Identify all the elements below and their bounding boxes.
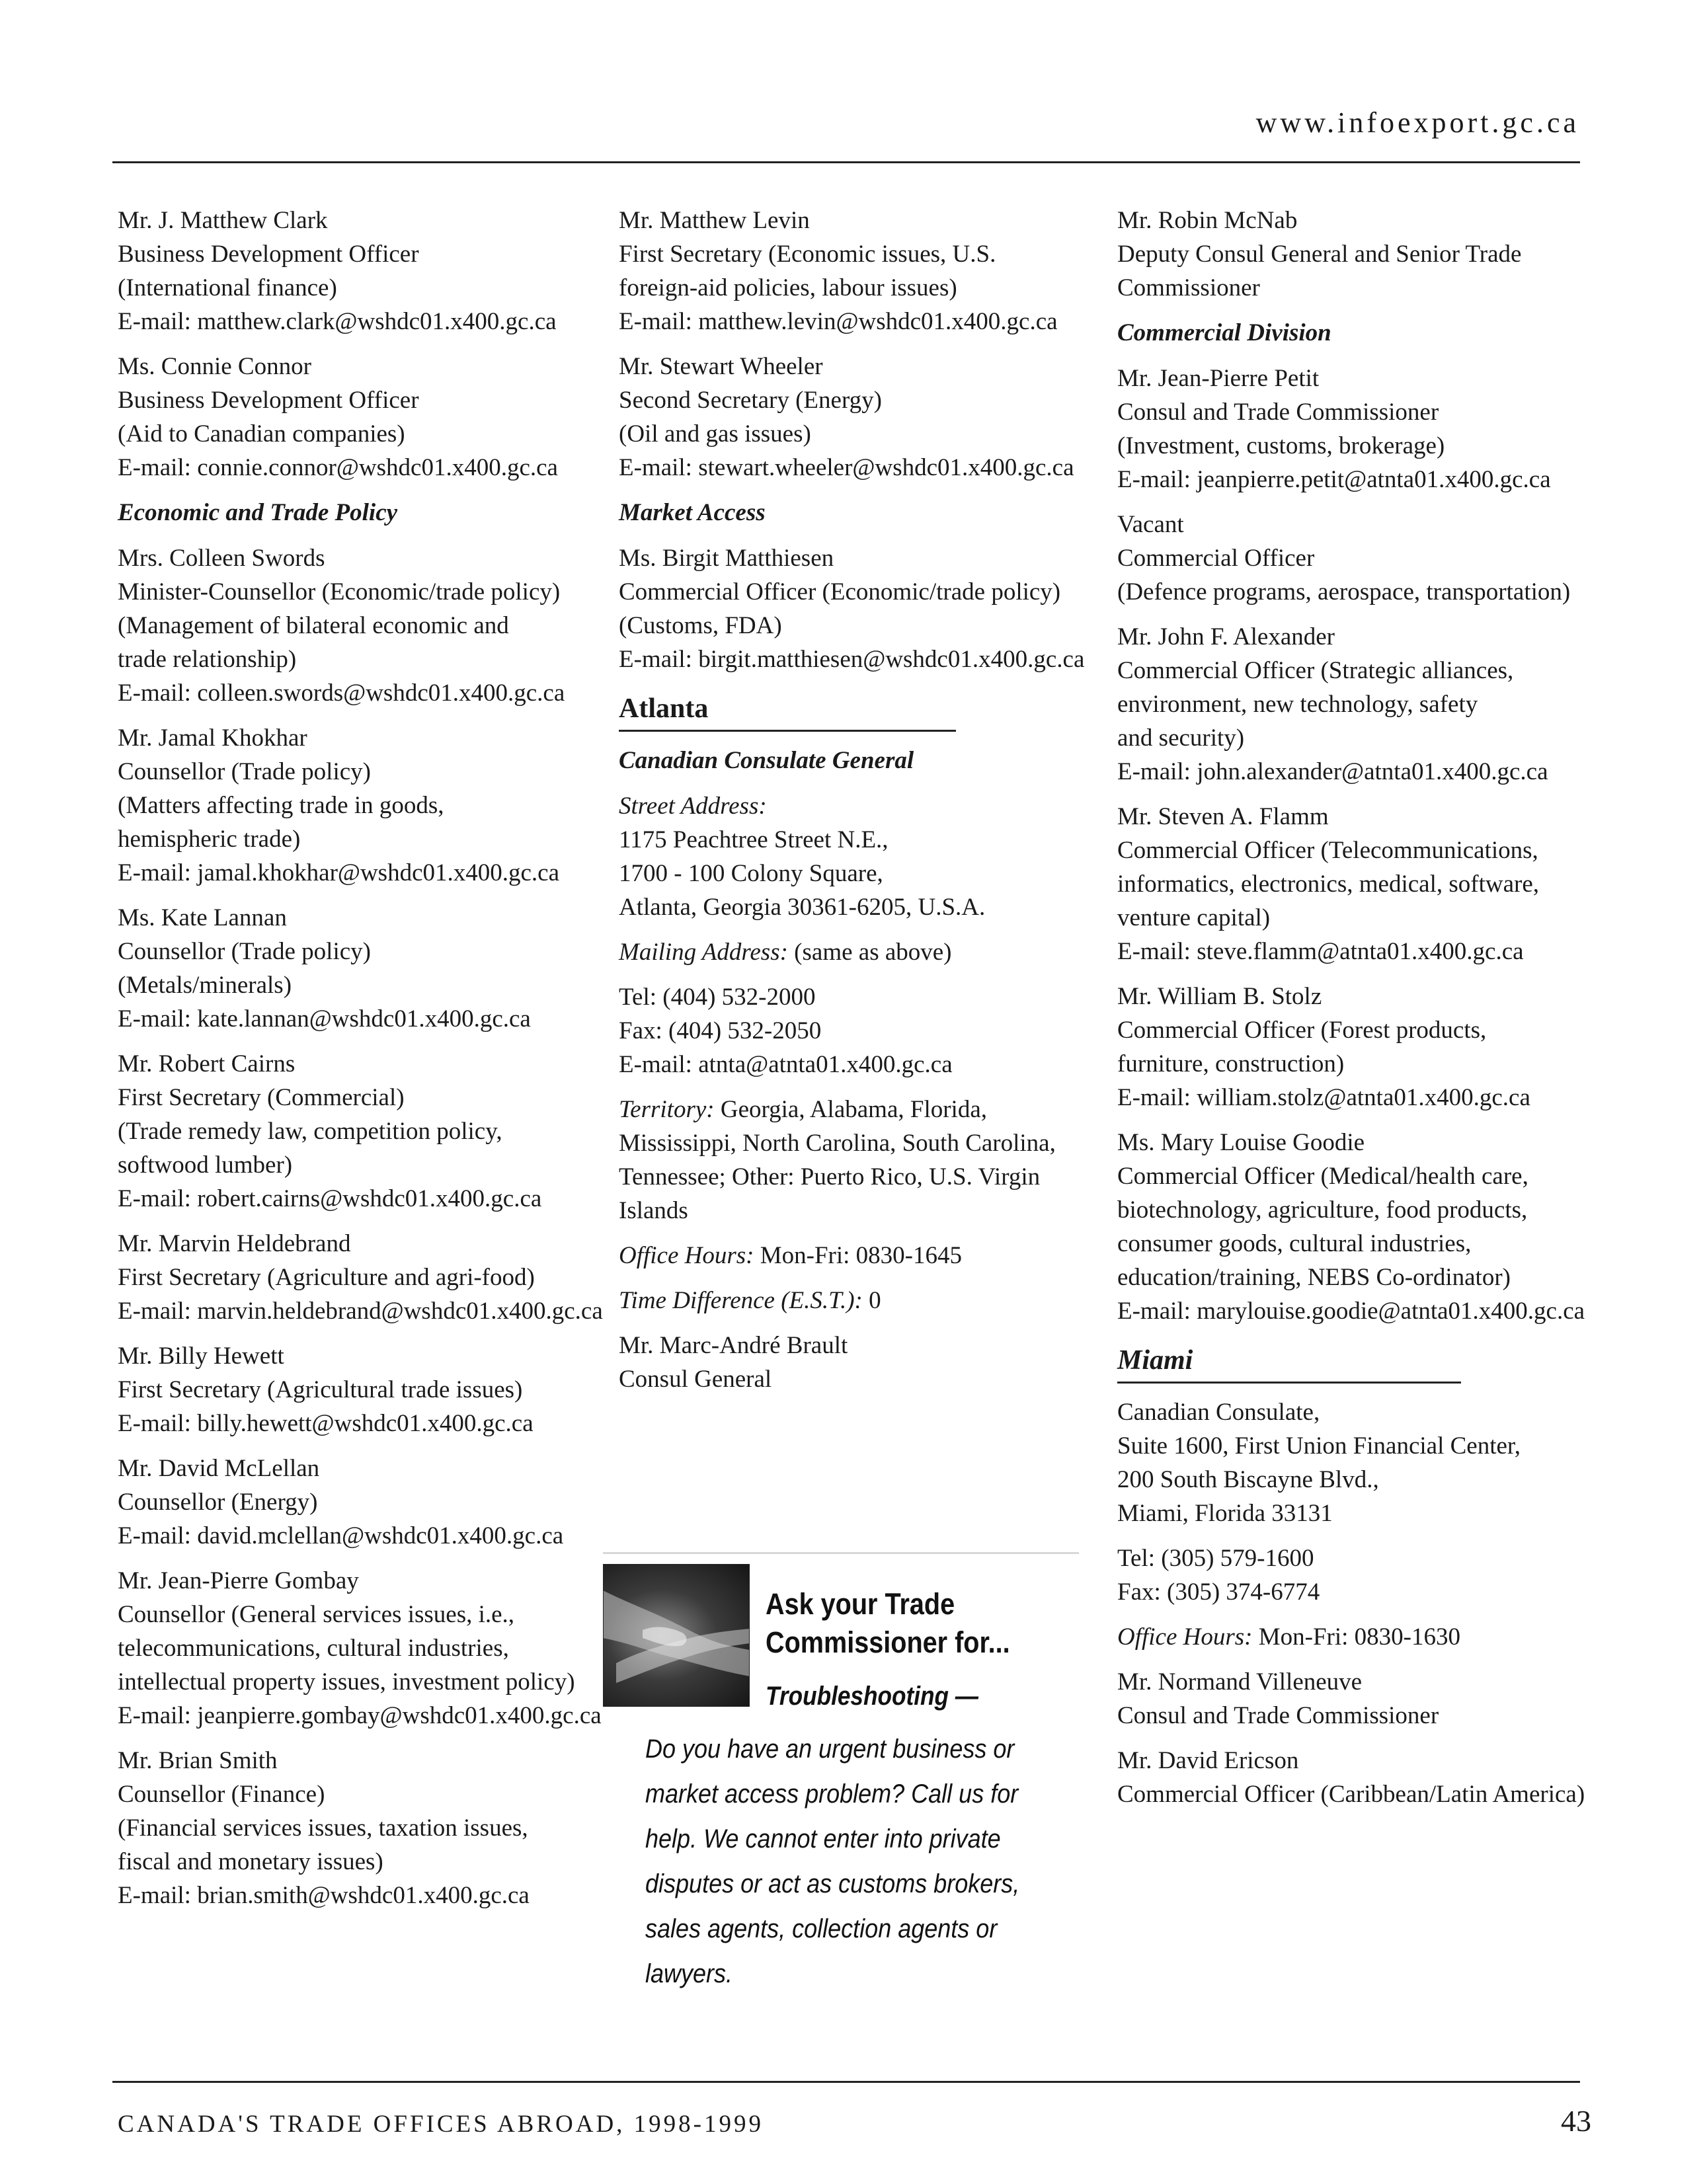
contact-name: Ms. Birgit Matthiesen [619,545,834,572]
contact-entry [118,1564,602,1733]
website-url: www.infoexport.gc.ca [1255,106,1579,139]
contact-name: Mr. Billy Hewett [118,1343,284,1370]
contact-entry [118,1227,603,1328]
contact-detail: telecommunications, cultural industries, [118,1635,509,1662]
contact-detail: E-mail: jeanpierre.gombay@wshdc01.x400.gc.ca [118,1702,602,1729]
contact-entry [1117,362,1620,496]
text-line: lawyers. [645,1959,733,1988]
contact-name: Vacant [1117,511,1184,538]
contact-detail: E-mail: william.stolz@atnta01.x400.gc.ca [1117,1084,1530,1111]
page-number: 43 [1561,2104,1591,2138]
text-line: Canadian Consulate, [1117,1399,1320,1426]
city-heading: Miami [1117,1344,1461,1384]
contact-entry [1117,620,1620,789]
contact-name: Mr. Robert Cairns [118,1050,296,1077]
contact-detail: E-mail: stewart.wheeler@wshdc01.x400.gc.ca [619,454,1074,481]
contact-name: Mr. William B. Stolz [1117,983,1322,1010]
mailing-address-label: Mailing Address: [619,939,788,966]
contact-detail: trade relationship) [118,646,297,673]
text-line: Fax: (305) 374-6774 [1117,1579,1320,1606]
contact-list [1117,362,1620,1328]
text-line: Miami, Florida 33131 [1117,1500,1333,1527]
contact-detail: E-mail: marylouise.goodie@atnta01.x400.gc.ca [1117,1298,1585,1325]
contact-detail: E-mail: matthew.levin@wshdc01.x400.gc.ca [619,308,1058,335]
contact-list [118,541,603,1912]
contact-entry [118,204,594,338]
contact-detail: Counsellor (Trade policy) [118,938,371,965]
contact-detail: E-mail: matthew.clark@wshdc01.x400.gc.ca [118,308,557,335]
contact-info [619,980,1101,1081]
contact-detail: Commercial Officer (Strategic alliances, [1117,657,1514,684]
contact-detail: E-mail: john.alexander@atnta01.x400.gc.ca [1117,758,1548,785]
contact-entry [118,1744,594,1912]
time-difference [619,1284,1101,1317]
contact-detail: education/training, NEBS Co-ordinator) [1117,1264,1511,1291]
contact-detail: Commercial Officer (Medical/health care, [1117,1163,1528,1190]
contact-name: Mr. David Ericson [1117,1747,1299,1774]
text-line: Do you have an urgent business or [645,1735,1015,1764]
contact-name: Mr. Brian Smith [118,1747,278,1774]
section-heading: Economic and Trade Policy [118,499,398,526]
contact-detail: Counsellor (Trade policy) [118,758,371,785]
handshake-photo [603,1564,750,1707]
contact-detail: Commercial Officer [1117,545,1315,572]
contact-detail: softwood lumber) [118,1151,293,1179]
contact-detail: Counsellor (General services issues, i.e., [118,1601,515,1628]
contact-detail: Consul General [619,1366,772,1393]
contact-detail: E-mail: robert.cairns@wshdc01.x400.gc.ca [118,1185,542,1212]
callout-rule [603,1552,1079,1554]
contact-name: Mr. Matthew Levin [619,207,810,234]
contact-name: Mr. Stewart Wheeler [619,353,823,380]
contact-detail: (Matters affecting trade in goods, [118,792,444,819]
callout-title-line: Ask your Trade [766,1587,955,1621]
contact-detail: First Secretary (Agriculture and agri-food) [118,1264,535,1291]
office-hours [1117,1620,1620,1654]
footer-rule [112,2081,1580,2083]
contact-entry [1117,1665,1620,1733]
contact-entry [1117,1744,1620,1811]
contact-detail: E-mail: birgit.matthiesen@wshdc01.x400.gc.ca [619,646,1085,673]
text-line: E-mail: atnta@atnta01.x400.gc.ca [619,1051,953,1078]
contact-detail: E-mail: brian.smith@wshdc01.x400.gc.ca [118,1882,530,1909]
contact-detail: E-mail: billy.hewett@wshdc01.x400.gc.ca [118,1410,534,1437]
callout-body [645,1727,1121,1996]
contact-detail: fiscal and monetary issues) [118,1848,383,1875]
mailing-address-value: (same as above) [787,939,952,966]
contact-list [118,204,594,485]
contact-detail: venture capital) [1117,904,1271,931]
contact-name: Mrs. Colleen Swords [118,545,325,572]
contact-name: Mr. J. Matthew Clark [118,207,328,234]
text-line: 1175 Peachtree Street N.E., [619,826,889,853]
contact-entry [118,1452,594,1553]
street-address [619,789,1101,924]
text-line: disputes or act as customs brokers, [645,1869,1020,1898]
territory-line: Georgia, Alabama, Florida, [714,1096,987,1123]
contact-detail: Business Development Officer [118,387,419,414]
text-line: Tel: (305) 579-1600 [1117,1545,1314,1572]
contact-detail: foreign-aid policies, labour issues) [619,274,957,301]
contact-list [619,204,1101,485]
text-line: Tel: (404) 532-2000 [619,984,816,1011]
contact-entry [1117,800,1620,968]
contact-list [619,1329,1101,1396]
territory-label: Territory: [619,1096,715,1123]
contact-detail: Commercial Officer (Caribbean/Latin America) [1117,1781,1585,1808]
contact-detail: furniture, construction) [1117,1050,1345,1077]
contact-detail: (Financial services issues, taxation issues, [118,1814,528,1842]
contact-detail: and security) [1117,724,1245,752]
contact-detail: E-mail: kate.lannan@wshdc01.x400.gc.ca [118,1005,531,1033]
territory-line: Mississippi, North Carolina, South Carolina, [619,1130,1056,1157]
contact-name: Mr. David McLellan [118,1455,320,1482]
contact-info [1117,1541,1620,1609]
contact-detail: (International finance) [118,274,337,301]
contact-detail: Commercial Officer (Economic/trade policy) [619,578,1061,605]
office-hours [619,1239,1101,1272]
header-rule [112,161,1580,163]
contact-name: Mr. Marc-André Brault [619,1332,848,1359]
street-address-lines [619,823,1101,924]
street-address-label: Street Address: [619,793,767,820]
contact-detail: E-mail: marvin.heldebrand@wshdc01.x400.gc.ca [118,1298,603,1325]
contact-name: Ms. Mary Louise Goodie [1117,1129,1365,1156]
contact-name: Mr. Jean-Pierre Petit [1117,365,1320,392]
contact-detail: E-mail: jeanpierre.petit@atnta01.x400.gc.ca [1117,466,1551,493]
contact-detail: First Secretary (Agricultural trade issues) [118,1376,523,1403]
contact-detail: (Trade remedy law, competition policy, [118,1118,502,1145]
contact-detail: Counsellor (Energy) [118,1489,318,1516]
territory-line: Tennessee; Other: Puerto Rico, U.S. Virgin [619,1163,1041,1190]
time-difference-label: Time Difference (E.S.T.): [619,1287,863,1314]
contact-detail: environment, new technology, safety [1117,691,1478,718]
contact-entry [1117,204,1620,305]
contact-detail: Second Secretary (Energy) [619,387,882,414]
contact-entry [1117,980,1620,1114]
contact-name: Mr. John F. Alexander [1117,623,1335,650]
contact-detail: (Oil and gas issues) [619,420,811,448]
text-line: market access problem? Call us for [645,1779,1019,1809]
contact-entry [118,350,594,485]
city-heading: Atlanta [619,692,956,732]
contact-name: Ms. Connie Connor [118,353,311,380]
text-line: 200 South Biscayne Blvd., [1117,1466,1379,1493]
contact-list [1117,1665,1620,1811]
text-line: Fax: (404) 532-2050 [619,1017,822,1044]
column-3 [1117,204,1620,1822]
column-1 [118,204,603,1924]
office-hours-label: Office Hours: [1117,1623,1253,1651]
contact-detail: hemispheric trade) [118,826,301,853]
office-hours-label: Office Hours: [619,1242,754,1269]
contact-name: Mr. Normand Villeneuve [1117,1668,1363,1696]
contact-name: Mr. Jamal Khokhar [118,724,307,752]
contact-entry [1117,508,1620,609]
contact-detail: consumer goods, cultural industries, [1117,1230,1472,1257]
territory [619,1093,1101,1228]
contact-detail: E-mail: david.mclellan@wshdc01.x400.gc.ca [118,1522,564,1549]
contact-name: Mr. Marvin Heldebrand [118,1230,351,1257]
contact-list [1117,204,1620,305]
footer-title: CANADA'S TRADE OFFICES ABROAD, 1998-1999 [118,2111,764,2138]
contact-detail: Minister-Counsellor (Economic/trade policy) [118,578,561,605]
contact-detail: Consul and Trade Commissioner [1117,399,1439,426]
contact-entry [619,204,1101,338]
column-2 [619,204,1101,1407]
contact-entry [118,1339,594,1440]
contact-detail: E-mail: jamal.khokhar@wshdc01.x400.gc.ca [118,859,560,886]
contact-detail: E-mail: colleen.swords@wshdc01.x400.gc.ca [118,680,565,707]
miami-address [1117,1395,1620,1530]
callout-subtitle: Troubleshooting — [766,1682,978,1711]
text-line: help. We cannot enter into private [645,1824,1001,1853]
contact-detail: intellectual property issues, investment policy) [118,1668,575,1696]
office-hours-value: Mon-Fri: 0830-1630 [1252,1623,1460,1651]
contact-detail: (Management of bilateral economic and [118,612,509,639]
contact-entry [619,350,1101,485]
contact-detail: (Defence programs, aerospace, transportation) [1117,578,1571,605]
contact-detail: (Aid to Canadian companies) [118,420,405,448]
contact-name: Mr. Steven A. Flamm [1117,803,1329,830]
contact-detail: Commercial Officer (Telecommunications, [1117,837,1538,864]
text-line: sales agents, collection agents or [645,1914,998,1943]
contact-detail: (Investment, customs, brokerage) [1117,432,1445,459]
contact-name: Mr. Jean-Pierre Gombay [118,1567,359,1594]
contact-detail: (Metals/minerals) [118,972,292,999]
contact-entry [118,721,594,890]
territory-line: Islands [619,1197,688,1224]
contact-detail: Commercial Officer (Forest products, [1117,1017,1487,1044]
contact-detail: (Customs, FDA) [619,612,782,639]
callout-title [766,1585,1010,1662]
contact-detail: First Secretary (Commercial) [118,1084,405,1111]
contact-entry [1117,1126,1620,1328]
contact-detail: biotechnology, agriculture, food products, [1117,1196,1528,1224]
time-difference-value: 0 [862,1287,881,1314]
contact-detail: E-mail: connie.connor@wshdc01.x400.gc.ca [118,454,558,481]
text-line: Suite 1600, First Union Financial Center, [1117,1432,1521,1460]
contact-detail: Counsellor (Finance) [118,1781,325,1808]
contact-detail: Business Development Officer [118,241,419,268]
contact-detail: Deputy Consul General and Senior Trade [1117,241,1522,268]
text-line: 1700 - 100 Colony Square, [619,860,883,887]
callout-title-line: Commissioner for... [766,1625,1010,1659]
contact-detail: informatics, electronics, medical, software, [1117,871,1539,898]
contact-entry [118,1047,594,1216]
contact-entry [619,541,1101,676]
contact-detail: E-mail: steve.flamm@atnta01.x400.gc.ca [1117,938,1524,965]
office-hours-value: Mon-Fri: 0830-1645 [754,1242,962,1269]
contact-detail: Consul and Trade Commissioner [1117,1702,1439,1729]
mailing-address [619,935,1101,969]
contact-name: Mr. Robin McNab [1117,207,1298,234]
contact-detail: Commissioner [1117,274,1260,301]
contact-list [619,541,1101,676]
contact-detail: First Secretary (Economic issues, U.S. [619,241,996,268]
office-heading: Canadian Consulate General [619,747,914,774]
contact-entry [619,1329,1101,1396]
section-heading: Commercial Division [1117,319,1331,346]
contact-name: Ms. Kate Lannan [118,904,287,931]
contact-entry [118,901,594,1036]
text-line: Atlanta, Georgia 30361-6205, U.S.A. [619,894,986,921]
contact-entry [118,541,594,710]
section-heading: Market Access [619,499,766,526]
